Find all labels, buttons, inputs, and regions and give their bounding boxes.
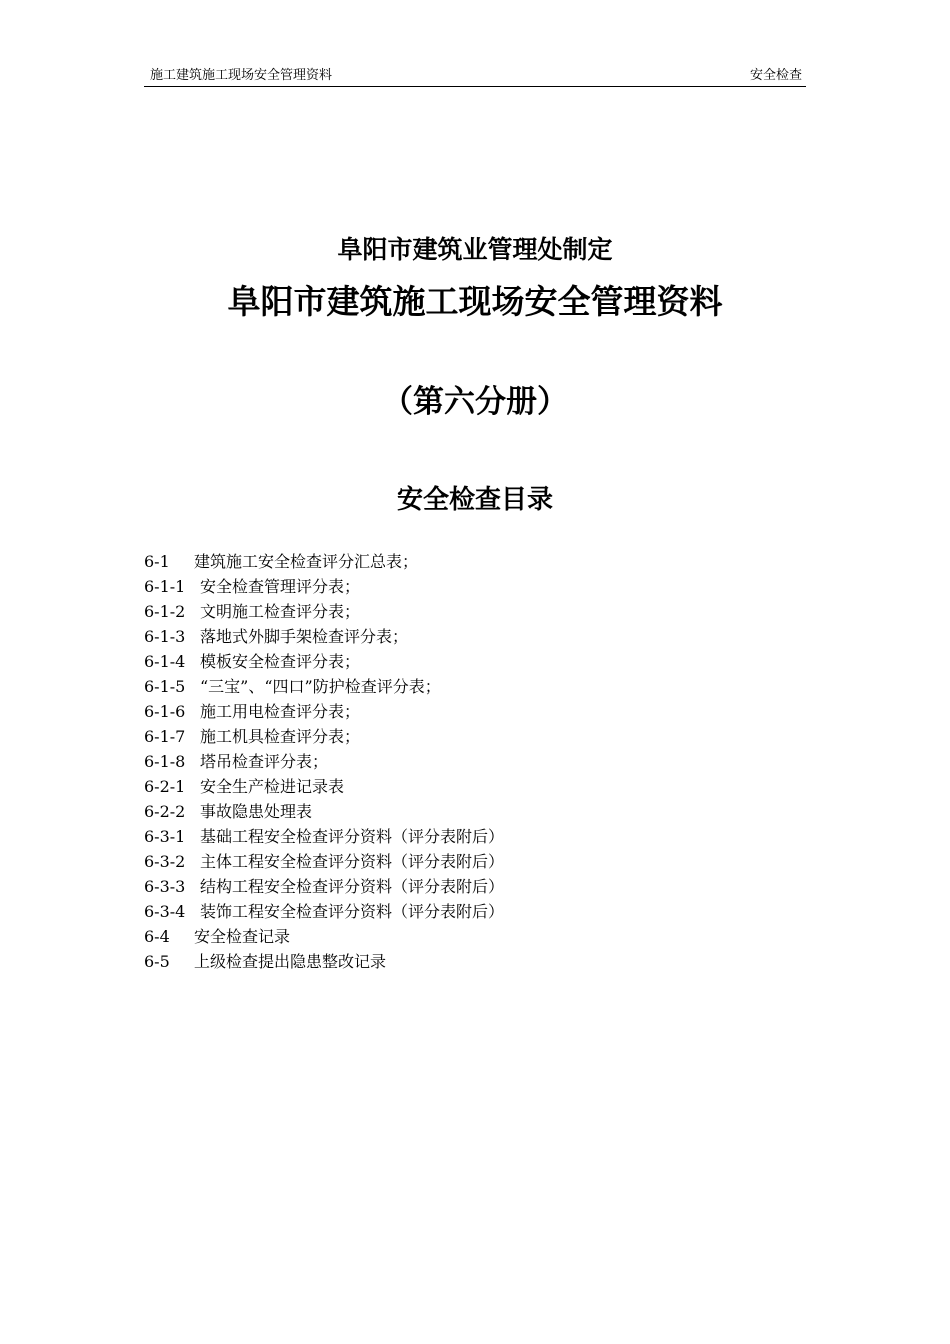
toc-entry [144, 574, 784, 599]
toc-entry-text: 上级检查提出隐患整改记录 [194, 952, 387, 971]
toc-entry [144, 799, 784, 824]
toc-entry-code: 6-5 [144, 952, 170, 971]
toc-entry-code: 6-1-3 [144, 627, 186, 646]
toc-entry [144, 824, 784, 849]
toc-entry [144, 924, 784, 949]
toc-entry-text: 装饰工程安全检查评分资料（评分表附后） [200, 902, 505, 921]
toc-entry-text: 基础工程安全检查评分资料（评分表附后） [200, 827, 505, 846]
toc-entry-text: 安全检查记录 [194, 927, 291, 946]
toc-entry-text: 模板安全检查评分表； [200, 652, 361, 671]
toc-entry [144, 724, 784, 749]
header-document-title: 施工建筑施工现场安全管理资料 [150, 68, 333, 83]
header-section-name: 安全检查 [749, 68, 802, 83]
table-of-contents [144, 549, 784, 974]
document-title: 阜阳市建筑施工现场安全管理资料 [227, 282, 723, 321]
toc-entry-code: 6-3-3 [144, 877, 186, 896]
toc-entry [144, 874, 784, 899]
toc-entry-code: 6-1-6 [144, 702, 186, 721]
toc-entry [144, 699, 784, 724]
toc-entry [144, 649, 784, 674]
toc-entry [144, 949, 784, 974]
toc-entry-text: 安全检查管理评分表； [200, 577, 361, 596]
toc-entry [144, 899, 784, 924]
toc-entry-code: 6-3-2 [144, 852, 186, 871]
toc-heading: 安全检查目录 [396, 485, 553, 515]
toc-entry-code: 6-1-2 [144, 602, 186, 621]
toc-entry-code: 6-3-4 [144, 902, 186, 921]
toc-entry-text: 塔吊检查评分表； [200, 752, 329, 771]
toc-entry [144, 624, 784, 649]
toc-entry-text: 施工机具检查评分表； [200, 727, 361, 746]
toc-entry-code: 6-2-2 [144, 802, 186, 821]
volume-label: （第六分册） [382, 384, 568, 420]
toc-entry-text: “三宝”、“四口”防护检查评分表； [200, 677, 441, 696]
toc-entry-text: 施工用电检查评分表； [200, 702, 361, 721]
toc-entry-code: 6-1-8 [144, 752, 186, 771]
issuer-line: 阜阳市建筑业管理处制定 [337, 235, 613, 264]
toc-entry-text: 建筑施工安全检查评分汇总表； [194, 552, 419, 571]
toc-entry-text: 事故隐患处理表 [200, 802, 313, 821]
toc-entry [144, 599, 784, 624]
toc-entry-text: 安全生产检进记录表 [200, 777, 345, 796]
toc-entry-code: 6-1 [144, 552, 170, 571]
toc-entry-code: 6-4 [144, 927, 170, 946]
toc-entry [144, 849, 784, 874]
toc-entry-text: 主体工程安全检查评分资料（评分表附后） [200, 852, 505, 871]
toc-entry-code: 6-1-7 [144, 727, 186, 746]
toc-entry [144, 674, 784, 699]
toc-entry [144, 774, 784, 799]
toc-entry-code: 6-3-1 [144, 827, 186, 846]
toc-entry-code: 6-2-1 [144, 777, 186, 796]
toc-entry-code: 6-1-5 [144, 677, 186, 696]
toc-entry-text: 结构工程安全检查评分资料（评分表附后） [200, 877, 505, 896]
page-header [144, 66, 806, 87]
toc-entry [144, 749, 784, 774]
toc-entry-code: 6-1-4 [144, 652, 186, 671]
toc-entry-text: 文明施工检查评分表； [200, 602, 361, 621]
toc-entry [144, 549, 784, 574]
toc-entry-code: 6-1-1 [144, 577, 186, 596]
toc-entry-text: 落地式外脚手架检查评分表； [200, 627, 409, 646]
